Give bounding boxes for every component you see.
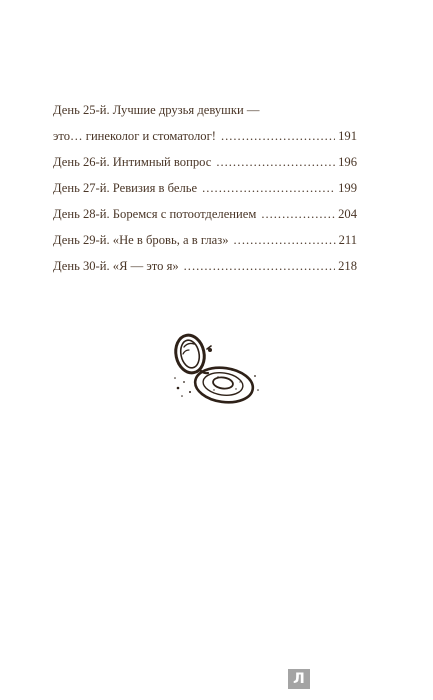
toc-entry-page: 191 bbox=[338, 129, 357, 143]
toc-entry-title: День 28-й. Боремся с потоотделением bbox=[53, 207, 257, 221]
litres-logo-icon bbox=[288, 669, 310, 689]
dot-leader bbox=[234, 233, 336, 248]
toc-entry-title: День 25-й. Лучшие друзья девушки — bbox=[53, 103, 260, 117]
toc-entry-title: это… гинеколог и стоматолог! bbox=[53, 129, 216, 143]
toc-entry[interactable] bbox=[53, 103, 357, 118]
toc-entry[interactable] bbox=[53, 233, 357, 248]
toc-entry-page: 199 bbox=[338, 181, 357, 195]
toc-entry[interactable] bbox=[53, 155, 357, 170]
toc-entry[interactable] bbox=[53, 259, 357, 274]
toc-entry-title: День 30-й. «Я — это я» bbox=[53, 259, 179, 273]
toc-entry-title: День 27-й. Ревизия в белье bbox=[53, 181, 198, 195]
dot-leader bbox=[261, 207, 335, 222]
compact-mirror-icon bbox=[170, 330, 262, 408]
logo-letter: Л bbox=[293, 671, 305, 687]
toc-entry-title: День 29-й. «Не в бровь, а в глаз» bbox=[53, 233, 229, 247]
toc-entry[interactable] bbox=[53, 129, 357, 144]
toc-entry-title: День 26-й. Интимный вопрос bbox=[53, 155, 212, 169]
toc-entry-page: 196 bbox=[338, 155, 357, 169]
dot-leader bbox=[221, 129, 335, 144]
toc-entry[interactable] bbox=[53, 181, 357, 196]
table-of-contents bbox=[53, 103, 357, 285]
toc-entry-page: 204 bbox=[338, 207, 357, 221]
toc-entry-page: 211 bbox=[338, 233, 357, 247]
toc-entry[interactable] bbox=[53, 207, 357, 222]
dot-leader bbox=[202, 181, 335, 196]
toc-entry-page: 218 bbox=[338, 259, 357, 273]
dot-leader bbox=[184, 259, 335, 274]
dot-leader bbox=[216, 155, 335, 170]
